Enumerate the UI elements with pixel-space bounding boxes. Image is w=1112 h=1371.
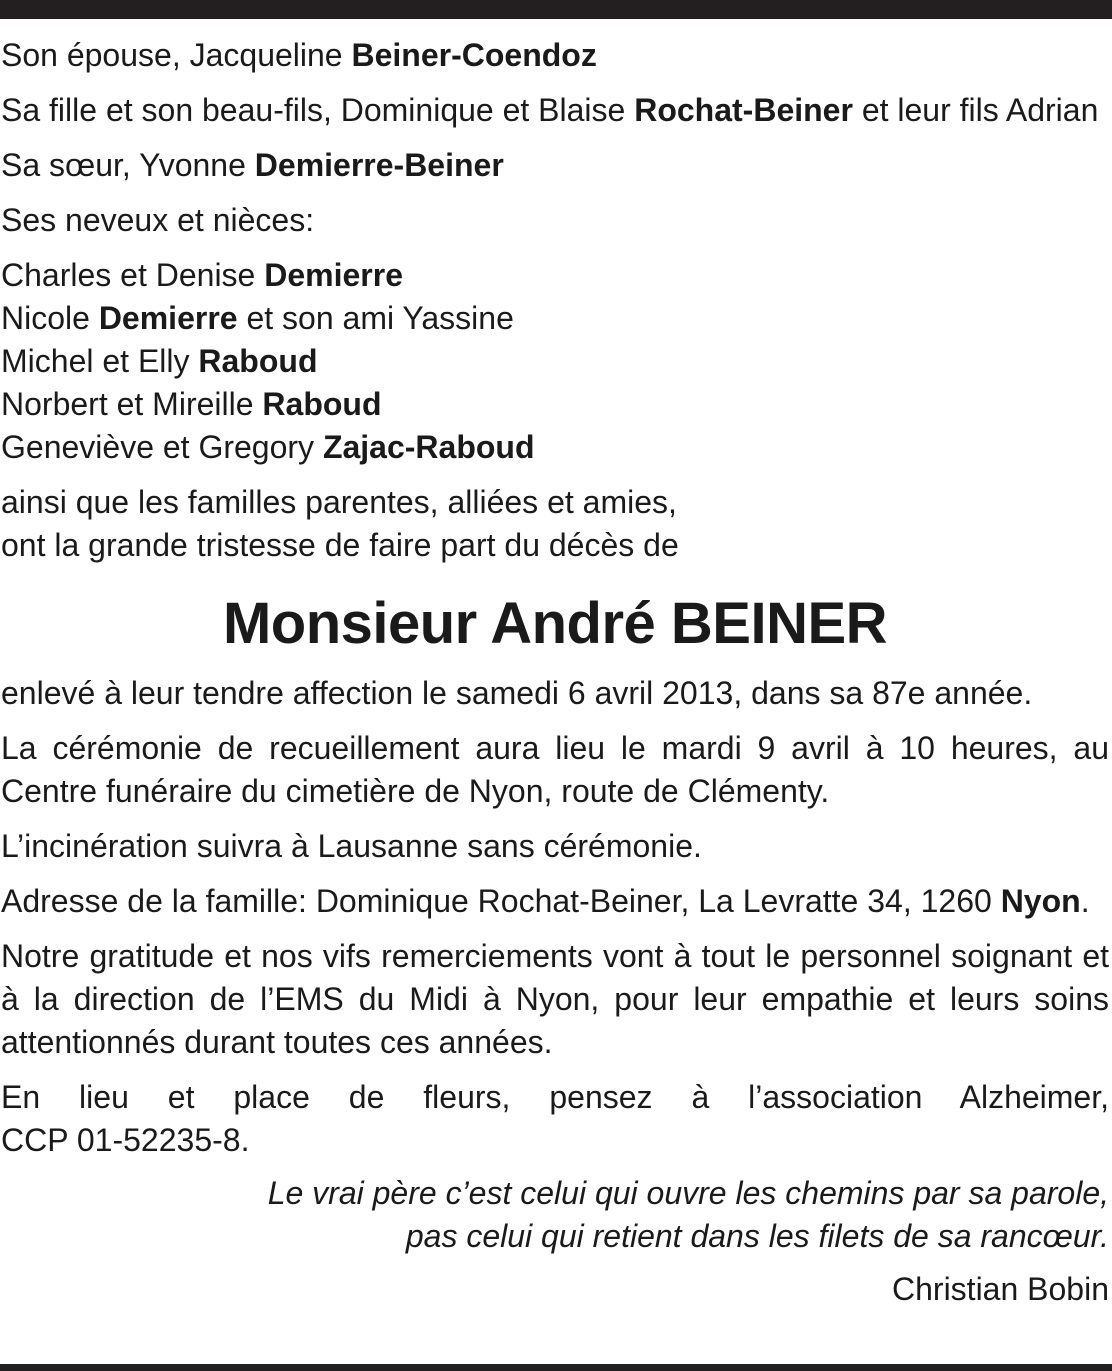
top-rule [0,0,1112,19]
announcement: ainsi que les familles parentes, alliées et amies, ont la grande tristesse de faire part du décès de [1,484,679,563]
list-item: Michel et Elly Raboud [1,343,318,379]
list-item: Nicole Demierre et son ami Yassine [1,300,514,336]
list-item: Charles et Denise Demierre [1,257,403,293]
surname: Demierre-Beiner [254,147,504,183]
city: Nyon [1000,883,1081,919]
bottom-rule [0,1364,1112,1371]
list-item: Norbert et Mireille Raboud [1,386,382,422]
nephews-list [1,254,1109,469]
ceremony-paragraph: La cérémonie de recueillement aura lieu le mardi 9 avril à 10 heures, au Centre funéraire du cimetière de Nyon, route de Clémenty. [1,730,1109,809]
surname: Rochat-Beiner [634,92,853,128]
surname: Raboud [198,343,318,379]
sister-line: Sa sœur, Yvonne Demierre-Beiner [1,147,504,183]
thanks-paragraph: Notre gratitude et nos vifs remerciements vont à tout le personnel soignant et à la direction de l’EMS du Midi à Nyon, pour leur empathie et leurs soins attentionnés durant toutes ces années. [1,938,1109,1060]
surname: Demierre [264,257,403,293]
quote-author: Christian Bobin [892,1271,1109,1307]
flowers-paragraph: En lieu et place de fleurs, pensez à l’association Alzheimer, CCP 01-52235-8. [1,1079,1109,1158]
surname: Beiner-Coendoz [351,37,597,73]
death-line: enlevé à leur tendre affection le samedi 6 avril 2013, dans sa 87e année. [1,675,1033,711]
surname: Zajac-Raboud [322,429,535,465]
cremation-line: L’incinération suivra à Lausanne sans cérémonie. [1,828,702,864]
surname: Raboud [262,386,382,422]
family-address: Adresse de la famille: Dominique Rochat-Beiner, La Levratte 34, 1260 Nyon. [1,883,1090,919]
obituary-notice [1,34,1109,1311]
quote: Le vrai père c’est celui qui ouvre les chemins par sa parole, pas celui qui retient dans les filets de sa rancœur. [267,1175,1109,1254]
surname: Demierre [98,300,238,336]
daughter-line: Sa fille et son beau-fils, Dominique et Blaise Rochat-Beiner et leur fils Adrian [1,92,1099,128]
nephews-heading: Ses neveux et nièces: [1,202,315,238]
spouse-line: Son épouse, Jacqueline Beiner-Coendoz [1,37,597,73]
list-item: Geneviève et Gregory Zajac-Raboud [1,429,535,465]
deceased-name: Monsieur André BEINER [222,591,888,656]
